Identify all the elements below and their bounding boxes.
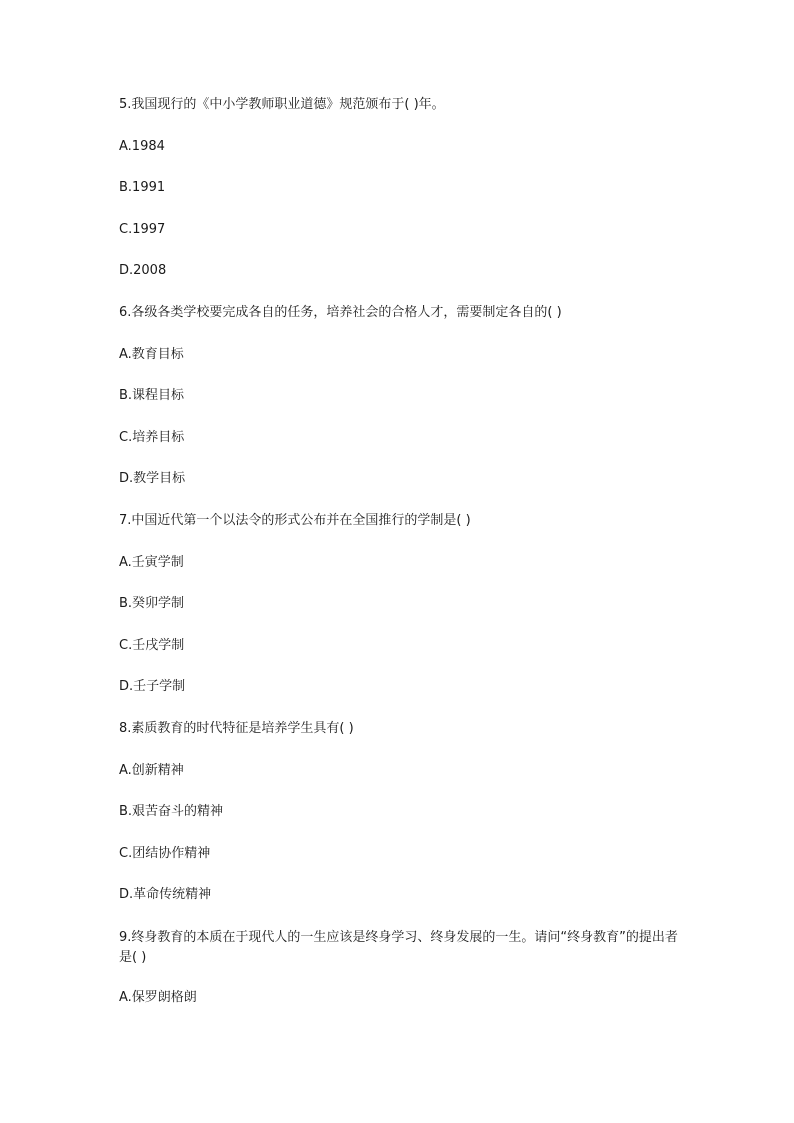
question-7-option-b: B.癸卯学制 bbox=[119, 596, 185, 612]
question-5-option-c: C.1997 bbox=[119, 221, 166, 237]
question-8-stem: 8.素质教育的时代特征是培养学生具有( ) bbox=[119, 720, 354, 736]
question-7-option-a: A.壬寅学制 bbox=[119, 554, 184, 570]
question-6-option-d: D.教学目标 bbox=[119, 471, 186, 487]
question-8-option-c: C.团结协作精神 bbox=[119, 845, 211, 861]
question-6-stem: 6.各级各类学校要完成各自的任务，培养社会的合格人才，需要制定各自的( ) bbox=[119, 304, 562, 320]
question-6-option-a: A.教育目标 bbox=[119, 346, 184, 362]
question-5-option-d: D.2008 bbox=[119, 263, 167, 279]
question-list bbox=[119, 96, 679, 1030]
question-8-option-a: A.创新精神 bbox=[119, 762, 184, 778]
question-7-option-c: C.壬戌学制 bbox=[119, 637, 185, 653]
question-5-option-b: B.1991 bbox=[119, 180, 166, 196]
question-5-stem: 5.我国现行的《中小学教师职业道德》规范颁布于( )年。 bbox=[119, 97, 445, 112]
question-8-option-d: D.革命传统精神 bbox=[119, 887, 212, 903]
question-7-stem: 7.中国近代第一个以法令的形式公布并在全国推行的学制是( ) bbox=[119, 512, 471, 528]
question-6-option-c: C.培养目标 bbox=[119, 429, 185, 445]
question-6-option-b: B.课程目标 bbox=[119, 388, 185, 404]
question-9-option-a: A.保罗朗格朗 bbox=[119, 989, 197, 1005]
question-5-option-a: A.1984 bbox=[119, 138, 165, 154]
question-9-stem: 9.终身教育的本质在于现代人的一生应该是终身学习、终身发展的一生。请问“终身教育”的提出者是( ) bbox=[119, 929, 678, 965]
question-7-option-d: D.壬子学制 bbox=[119, 679, 186, 695]
question-8-option-b: B.艰苦奋斗的精神 bbox=[119, 804, 224, 820]
